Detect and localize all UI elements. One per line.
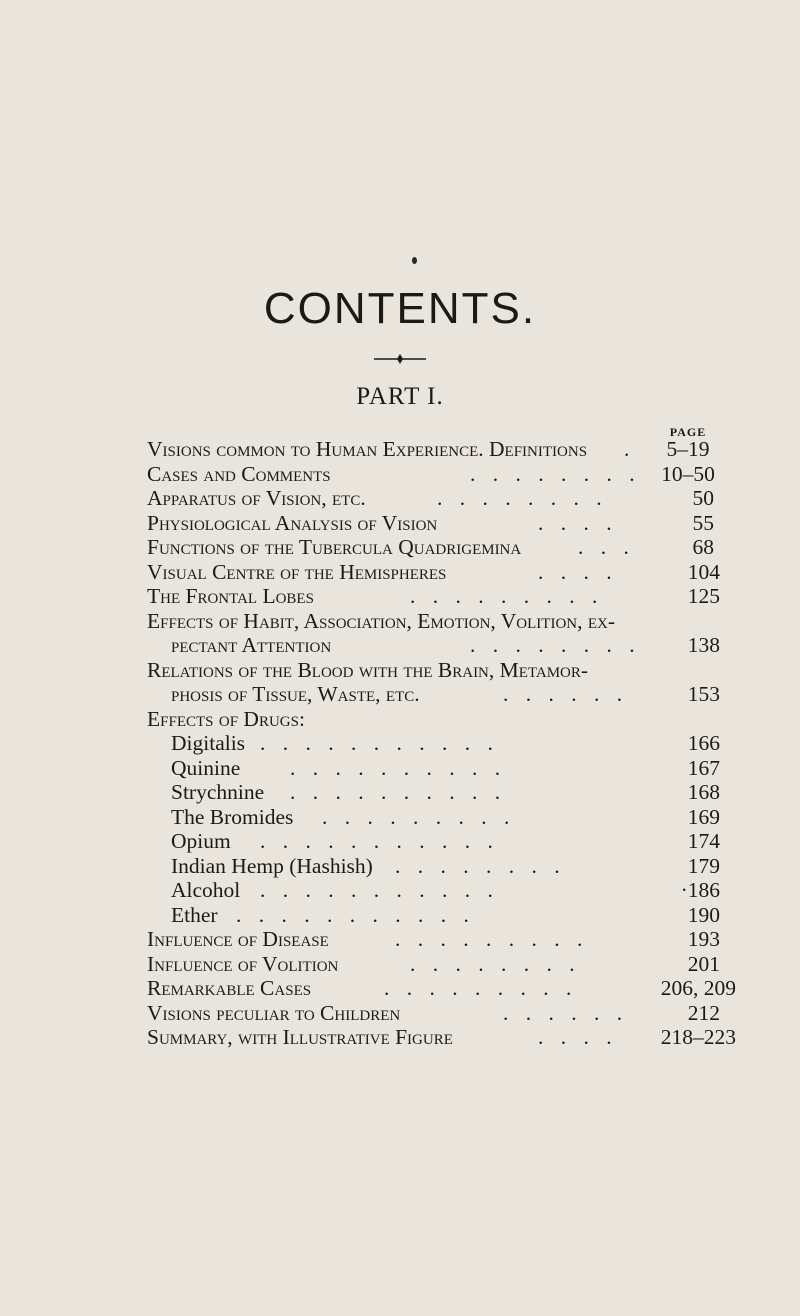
toc-leader-dots: . . . . <box>538 1025 618 1049</box>
toc-leader-dots: . . . . . . . . . . . <box>260 829 499 853</box>
toc-leader-dots: . . . . <box>538 559 618 584</box>
toc-entry-title: The Frontal Lobes <box>147 584 314 608</box>
toc-entry-page: 218–223 <box>660 1025 736 1049</box>
toc-leader-dots: . . . . . . <box>503 1000 629 1025</box>
toc-entry-page: 206, 209 <box>660 976 736 1000</box>
toc-entry <box>147 706 736 732</box>
toc-entry-page: 166 <box>687 731 720 755</box>
toc-entry-title: Cases and Comments <box>147 461 331 486</box>
toc-entry <box>147 584 736 609</box>
toc-leader-dots: . . . . . . . . . . . <box>260 878 499 902</box>
toc-entry <box>147 951 736 977</box>
toc-leader-dots: . . . . . . . . <box>437 486 608 510</box>
toc-entry <box>147 976 736 1001</box>
toc-leader-dots: . . . . <box>538 510 618 535</box>
toc-entry <box>171 731 736 756</box>
toc-entry-title: Influence of Volition <box>147 951 339 976</box>
toc-entry-page: 169 <box>687 804 720 829</box>
toc-entry <box>171 682 736 707</box>
toc-entry-page: 167 <box>687 755 720 780</box>
toc-entry-page: 179 <box>687 853 720 878</box>
toc-leader-dots: . . . . . . . . <box>395 853 566 878</box>
toc-entry <box>171 878 736 903</box>
toc-entry-title: Remarkable Cases <box>147 976 312 1000</box>
toc-entry-title: Apparatus of Vision, etc. <box>147 486 366 510</box>
toc-entry-page: 212 <box>687 1000 720 1025</box>
toc-leader-dots: . . . . . . . . <box>470 461 641 486</box>
toc-entry-title: Physiological Analysis of Vision <box>147 510 438 535</box>
toc-entry-title: Strychnine <box>171 780 265 804</box>
toc-entry <box>171 902 736 928</box>
toc-entry <box>147 657 736 683</box>
toc-entry-page: 125 <box>687 584 720 608</box>
toc-entry-title: Functions of the Tubercula Quadrigemina <box>147 535 522 559</box>
toc-entry-page: 55 <box>692 510 714 535</box>
toc-entry <box>147 510 736 536</box>
toc-entry <box>171 804 736 830</box>
toc-entry <box>147 486 736 511</box>
toc-entry-page: 5–19 <box>666 437 710 461</box>
toc-entry-page: 193 <box>687 927 720 951</box>
toc-entry-title: Quinine <box>171 755 241 780</box>
toc-entry-title: Summary, with Illustrative Figure <box>147 1025 453 1049</box>
toc-entry <box>147 559 736 585</box>
toc-entry-page: 50 <box>692 486 714 510</box>
toc-entry <box>147 1000 736 1026</box>
toc-leader-dots: . . . . . . . . . <box>395 927 589 951</box>
toc-entry-title: Ether <box>171 902 218 927</box>
toc-entry-title: phosis of Tissue, Waste, etc. <box>171 682 420 706</box>
table-of-contents <box>147 437 736 1050</box>
toc-entry <box>147 461 736 487</box>
toc-entry-page: ·186 <box>680 878 720 902</box>
toc-leader-dots: . . . . . . . . <box>470 633 641 657</box>
toc-entry-page: 68 <box>692 535 714 559</box>
toc-entry-page: 190 <box>687 902 720 927</box>
toc-leader-dots: . . . . . . . . . <box>410 584 604 608</box>
toc-leader-dots: . . . . . . . . . . . <box>260 731 499 755</box>
toc-entry <box>147 437 736 462</box>
toc-entry-page: 10–50 <box>661 461 715 486</box>
toc-entry-page: 138 <box>687 633 720 657</box>
ornament-divider <box>372 353 428 365</box>
toc-entry-page: 104 <box>687 559 720 584</box>
toc-entry-title: pectant Attention <box>171 633 332 657</box>
toc-entry-title: Digitalis <box>171 731 246 755</box>
toc-entry-title: Visions common to Human Experience. Definitions <box>147 437 588 461</box>
ink-speck <box>412 257 417 264</box>
part-heading: PART I. <box>356 383 444 410</box>
toc-entry <box>171 633 736 658</box>
toc-entry-page: 153 <box>687 682 720 706</box>
toc-leader-dots: . . . . . . <box>503 682 629 706</box>
toc-entry-page: 201 <box>687 951 720 976</box>
toc-entry <box>147 535 736 560</box>
toc-entry-title: Effects of Drugs: <box>147 706 305 731</box>
toc-entry <box>171 853 736 879</box>
toc-leader-dots: . . . . . . . . <box>410 951 581 976</box>
toc-leader-dots: . . . . . . . . . . <box>290 780 507 804</box>
page-column-header: PAGE <box>669 425 707 439</box>
toc-entry-title: Opium <box>171 829 231 853</box>
toc-entry-title: Visions peculiar to Children <box>147 1000 401 1025</box>
toc-entry-title: Indian Hemp (Hashish) <box>171 853 373 878</box>
toc-entry-title: Effects of Habit, Association, Emotion, Volition, ex- <box>147 608 616 633</box>
toc-entry-page: 174 <box>687 829 720 853</box>
toc-entry <box>147 927 736 952</box>
toc-entry-title: Influence of Disease <box>147 927 329 951</box>
toc-entry-title: Alcohol <box>171 878 241 902</box>
toc-leader-dots: . . . . . . . . . <box>384 976 578 1000</box>
toc-leader-dots: . . . . . . . . . . <box>290 755 507 780</box>
page-title: CONTENTS. <box>263 284 537 333</box>
toc-leader-dots: . . . . . . . . . . . <box>236 902 475 927</box>
toc-entry <box>171 780 736 805</box>
toc-entry <box>147 1025 736 1050</box>
toc-leader-dots: . <box>624 437 636 461</box>
toc-leader-dots: . . . <box>578 535 635 559</box>
toc-entry-title: The Bromides <box>171 804 294 829</box>
toc-leader-dots: . . . . . . . . . <box>322 804 516 829</box>
toc-entry-title: Relations of the Blood with the Brain, Metamor- <box>147 657 589 682</box>
toc-entry-page: 168 <box>687 780 720 804</box>
toc-entry <box>147 608 736 634</box>
toc-entry <box>171 755 736 781</box>
toc-entry <box>171 829 736 854</box>
toc-entry-title: Visual Centre of the Hemispheres <box>147 559 447 584</box>
